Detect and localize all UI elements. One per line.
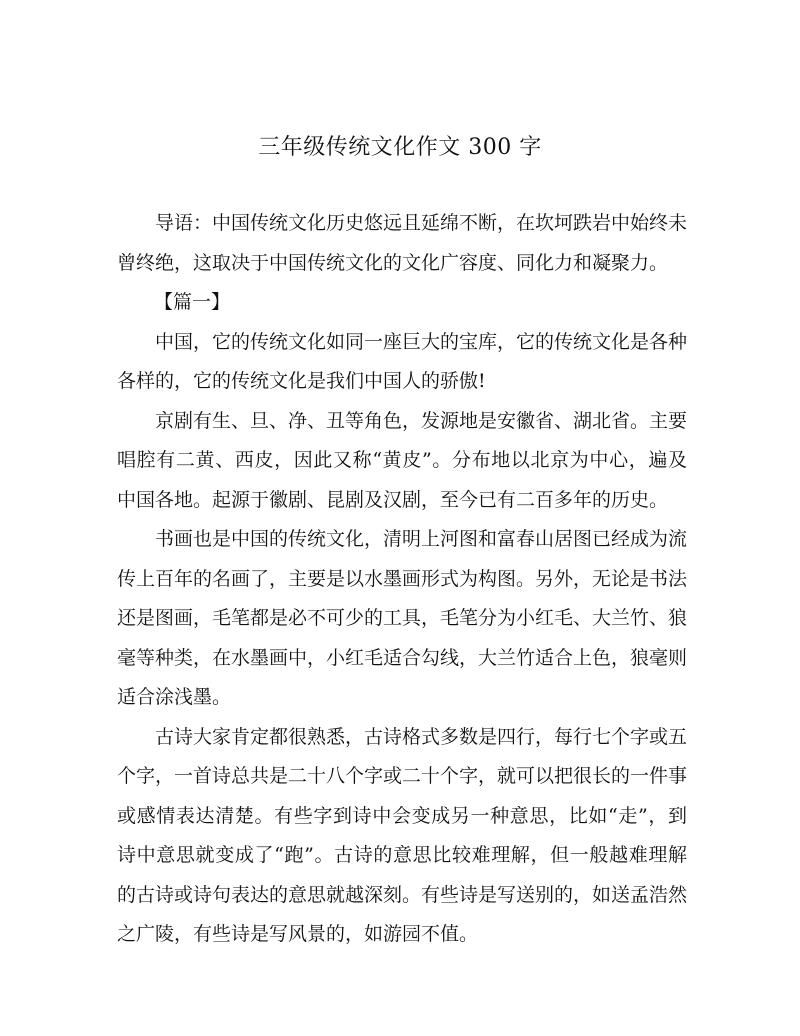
document-title: 三年级传统文化作文 300 字 [258,135,542,160]
document-body [117,204,687,955]
section-header: 【篇一】 [154,291,231,313]
body-paragraph-3: 书画也是中国的传统文化，清明上河图和富春山居图已经成为流传上百年的名画了，主要是以水墨画形式为构图。另外，无论是书法还是图画，毛笔都是必不可少的工具，毛笔分为小红毛、大兰竹、狼毫等种类，在水墨画中，小红毛适合勾线，大兰竹适合上色，狼毫则适合涂浅墨。 [117,528,688,708]
intro-paragraph: 导语：中国传统文化历史悠远且延绵不断，在坎坷跌岩中始终未曾终绝，这取决于中国传统文化的文化广容度、同化力和凝聚力。 [117,212,688,274]
body-paragraph-2: 京剧有生、旦、净、丑等角色，发源地是安徽省、湖北省。主要唱腔有二黄、西皮，因此又称“黄皮”。分布地以北京为中心，遍及中国各地。起源于徽剧、昆剧及汉剧，至今已有二百多年的历史。 [117,409,688,511]
body-paragraph-1: 中国，它的传统文化如同一座巨大的宝库，它的传统文化是各种各样的，它的传统文化是我们中国人的骄傲! [117,330,688,392]
body-paragraph-4: 古诗大家肯定都很熟悉，古诗格式多数是四行，每行七个字或五个字，一首诗总共是二十八个字或二十个字，就可以把很长的一件事或感情表达清楚。有些字到诗中会变成另一种意思，比如“走”，到诗中意思就变成了“跑”。古诗的意思比较难理解，但一般越难理解的古诗或诗句表达的意思就越深刻。有些诗是写送别的，如送孟浩然之广陵，有些诗是写风景的，如游园不值。 [117,725,688,945]
